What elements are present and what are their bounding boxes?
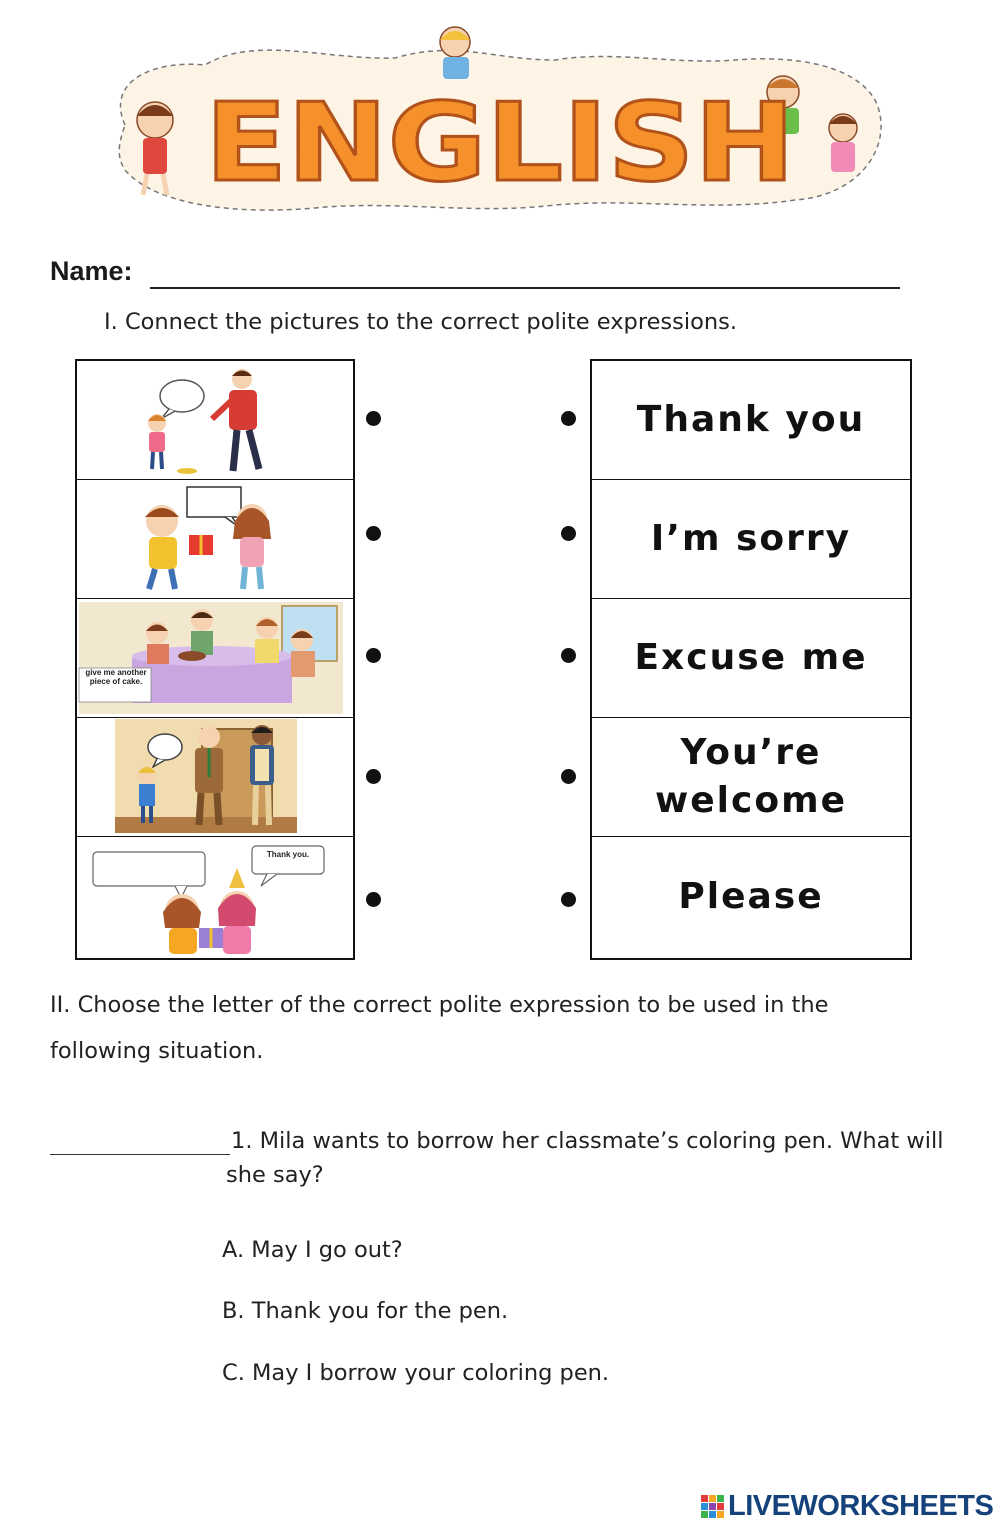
expression-cell-3 bbox=[592, 598, 910, 717]
question-1-text: 1. Mila wants to borrow her classmate’s coloring pen. What will she say? bbox=[226, 1128, 944, 1188]
expression-im-sorry: I’m sorry bbox=[650, 517, 852, 559]
picture-gift-scene bbox=[77, 479, 353, 598]
expression-cell-5 bbox=[592, 836, 910, 958]
kid-top-illustration bbox=[440, 27, 470, 79]
liveworksheets-icon bbox=[700, 1494, 726, 1520]
picture-hallway-scene bbox=[77, 717, 353, 836]
picture-column bbox=[75, 359, 355, 960]
right-dot-4[interactable] bbox=[561, 769, 576, 784]
question-1-answer-line[interactable] bbox=[50, 1154, 230, 1155]
expression-cell-4 bbox=[592, 717, 910, 836]
expression-excuse-me: Excuse me bbox=[634, 636, 868, 678]
thanks-speech-text: Thank you. bbox=[266, 850, 310, 859]
expression-cell-2 bbox=[592, 479, 910, 598]
banner-title: ENGLISH bbox=[205, 81, 795, 206]
part1-instruction: I. Connect the pictures to the correct polite expressions. bbox=[104, 309, 738, 335]
name-answer-line[interactable] bbox=[150, 287, 900, 289]
expression-column bbox=[590, 359, 912, 960]
expression-thank-you: Thank you bbox=[636, 399, 866, 440]
right-dot-1[interactable] bbox=[561, 411, 576, 426]
picture-spill-scene bbox=[77, 361, 353, 479]
expression-please: Please bbox=[678, 876, 824, 917]
cake-caption: give me another piece of cake. bbox=[85, 668, 147, 686]
left-dot-2[interactable] bbox=[366, 526, 381, 541]
left-dot-1[interactable] bbox=[366, 411, 381, 426]
picture-thanks-scene bbox=[77, 836, 353, 958]
left-dot-4[interactable] bbox=[366, 769, 381, 784]
choice-c: C. May I borrow your coloring pen. bbox=[222, 1360, 610, 1386]
picture-dinner-scene bbox=[77, 598, 353, 717]
liveworksheets-text: LIVEWORKSHEETS bbox=[728, 1490, 994, 1522]
expression-cell-1 bbox=[592, 361, 910, 479]
english-banner bbox=[95, 20, 895, 220]
liveworksheets-logo bbox=[700, 1490, 993, 1523]
left-dot-5[interactable] bbox=[366, 892, 381, 907]
choice-b: B. Thank you for the pen. bbox=[222, 1298, 509, 1324]
part2-instruction: II. Choose the letter of the correct polite expression to be used in the following situation. bbox=[50, 992, 829, 1064]
name-label: Name: bbox=[50, 256, 133, 286]
right-dot-2[interactable] bbox=[561, 526, 576, 541]
left-dot-3[interactable] bbox=[366, 648, 381, 663]
right-dot-3[interactable] bbox=[561, 648, 576, 663]
expression-youre-welcome: You’re welcome bbox=[654, 731, 847, 821]
right-dot-5[interactable] bbox=[561, 892, 576, 907]
choice-a: A. May I go out? bbox=[222, 1237, 403, 1263]
